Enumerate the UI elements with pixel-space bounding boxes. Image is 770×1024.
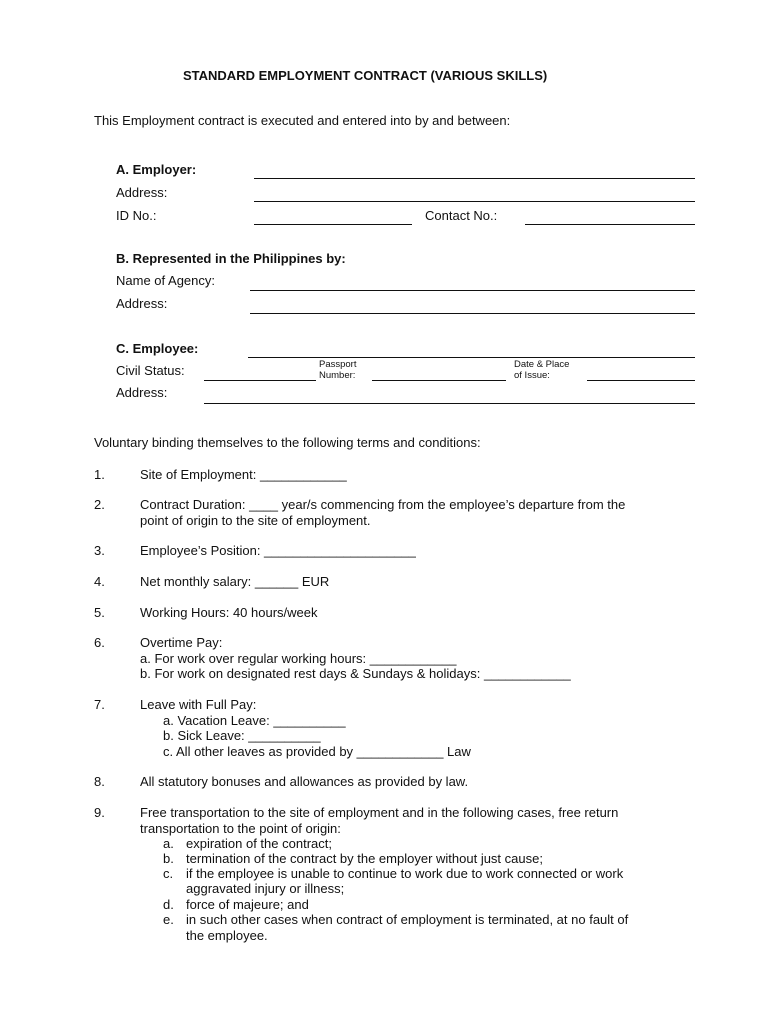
transport-letter: e. [163, 912, 174, 927]
intro-text: This Employment contract is executed and entered into by and between: [94, 113, 511, 128]
term-bonuses: All statutory bonuses and allowances as provided by law. [140, 774, 469, 789]
issue-label-line2: of Issue: [514, 370, 550, 381]
term-number: 3. [94, 543, 105, 558]
employer-address-field[interactable] [254, 201, 695, 202]
term-salary: Net monthly salary: ______ EUR [140, 574, 330, 589]
term-number: 6. [94, 635, 105, 650]
employee-heading: C. Employee: [116, 341, 199, 356]
term-number: 4. [94, 574, 105, 589]
term-number: 7. [94, 697, 105, 712]
overtime-item: b. For work on designated rest days & Sundays & holidays: ____________ [140, 666, 571, 681]
employer-address-label: Address: [116, 185, 168, 200]
overtime-item: a. For work over regular working hours: ____________ [140, 651, 457, 666]
transport-item-cont: aggravated injury or illness; [186, 881, 345, 896]
leave-item: b. Sick Leave: __________ [163, 728, 321, 743]
term-number: 2. [94, 497, 105, 512]
employer-name-field[interactable] [254, 178, 695, 179]
civil-status-field[interactable] [204, 380, 316, 381]
term-transport: Free transportation to the site of employment and in the following cases, free return [140, 805, 619, 820]
employer-heading: A. Employer: [116, 162, 197, 177]
transport-item: in such other cases when contract of employment is terminated, at no fault of [186, 912, 629, 927]
employer-contact-field[interactable] [525, 224, 695, 225]
passport-label-line2: Number: [319, 370, 356, 381]
document-title: STANDARD EMPLOYMENT CONTRACT (VARIOUS SKILLS) [183, 68, 548, 83]
transport-letter: a. [163, 836, 174, 851]
term-number: 1. [94, 467, 105, 482]
leave-item: a. Vacation Leave: __________ [163, 713, 346, 728]
term-transport-cont: transportation to the point of origin: [140, 821, 341, 836]
passport-number-field[interactable] [372, 380, 506, 381]
employer-id-label: ID No.: [116, 208, 157, 223]
transport-letter: b. [163, 851, 174, 866]
employee-address-field[interactable] [204, 403, 695, 404]
employee-address-label: Address: [116, 385, 168, 400]
transport-letter: c. [163, 866, 174, 881]
term-number: 8. [94, 774, 105, 789]
leave-item: c. All other leaves as provided by ____________ Law [163, 744, 471, 759]
term-overtime: Overtime Pay: [140, 635, 223, 650]
agency-address-field[interactable] [250, 313, 695, 314]
transport-item: expiration of the contract; [186, 836, 332, 851]
agency-field[interactable] [250, 290, 695, 291]
employer-id-field[interactable] [254, 224, 412, 225]
represented-heading: B. Represented in the Philippines by: [116, 251, 346, 266]
term-duration-cont: point of origin to the site of employment. [140, 513, 371, 528]
employee-name-field[interactable] [248, 357, 695, 358]
agency-address-label: Address: [116, 296, 168, 311]
transport-item: force of majeure; and [186, 897, 309, 912]
transport-item: if the employee is unable to continue to work due to work connected or work [186, 866, 624, 881]
issue-date-place-field[interactable] [587, 380, 695, 381]
transport-item-cont: the employee. [186, 928, 268, 943]
term-leave: Leave with Full Pay: [140, 697, 257, 712]
term-duration: Contract Duration: ____ year/s commencing from the employee’s departure from the [140, 497, 626, 512]
civil-status-label: Civil Status: [116, 363, 185, 378]
agency-label: Name of Agency: [116, 273, 215, 288]
transport-letter: d. [163, 897, 174, 912]
binding-text: Voluntary binding themselves to the following terms and conditions: [94, 435, 481, 450]
term-position: Employee’s Position: _____________________ [140, 543, 416, 558]
passport-label-line1: Passport [319, 359, 357, 370]
employer-contact-label: Contact No.: [425, 208, 498, 223]
term-number: 5. [94, 605, 105, 620]
issue-label-line1: Date & Place [514, 359, 570, 370]
term-hours: Working Hours: 40 hours/week [140, 605, 318, 620]
term-site: Site of Employment: ____________ [140, 467, 347, 482]
term-number: 9. [94, 805, 105, 820]
transport-item: termination of the contract by the employer without just cause; [186, 851, 543, 866]
